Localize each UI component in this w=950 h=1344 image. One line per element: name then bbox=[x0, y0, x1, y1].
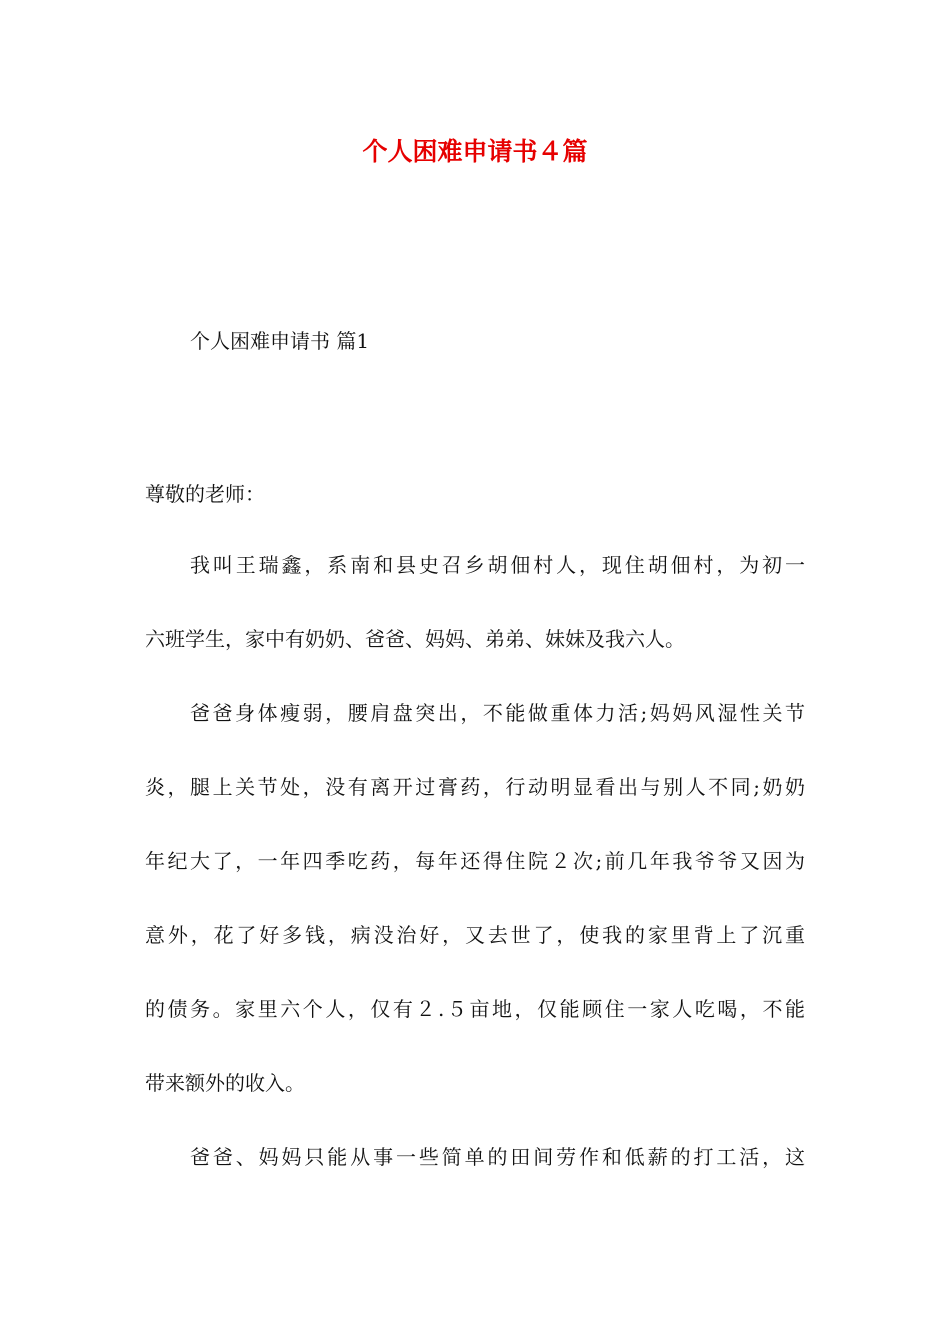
paragraph-line: 爸爸、妈妈只能从事一些简单的田间劳作和低薪的打工活，这 bbox=[190, 1145, 805, 1169]
paragraph-line: 我叫王瑞鑫，系南和县史召乡胡佃村人，现住胡佃村，为初一 bbox=[190, 553, 805, 577]
document-title: 个人困难申请书４篇 bbox=[362, 137, 588, 166]
paragraph-line: 年纪大了，一年四季吃药，每年还得住院２次;前几年我爷爷又因为 bbox=[145, 849, 805, 873]
paragraph-line: 炎，腿上关节处，没有离开过膏药，行动明显看出与别人不同;奶奶 bbox=[145, 775, 805, 799]
paragraph-line: 意外，花了好多钱，病没治好，又去世了，使我的家里背上了沉重 bbox=[145, 923, 805, 947]
paragraph-line: 带来额外的收入。 bbox=[145, 1071, 305, 1095]
paragraph-line: 爸爸身体瘦弱，腰肩盘突出，不能做重体力活;妈妈风湿性关节 bbox=[190, 701, 805, 725]
paragraph-line: 六班学生，家中有奶奶、爸爸、妈妈、弟弟、妹妹及我六人。 bbox=[145, 627, 685, 651]
salutation: 尊敬的老师： bbox=[145, 482, 265, 506]
paragraph-line: 的债务。家里六个人，仅有２.５亩地，仅能顾住一家人吃喝，不能 bbox=[145, 997, 805, 1021]
section-heading: 个人困难申请书 篇1 bbox=[190, 329, 370, 353]
